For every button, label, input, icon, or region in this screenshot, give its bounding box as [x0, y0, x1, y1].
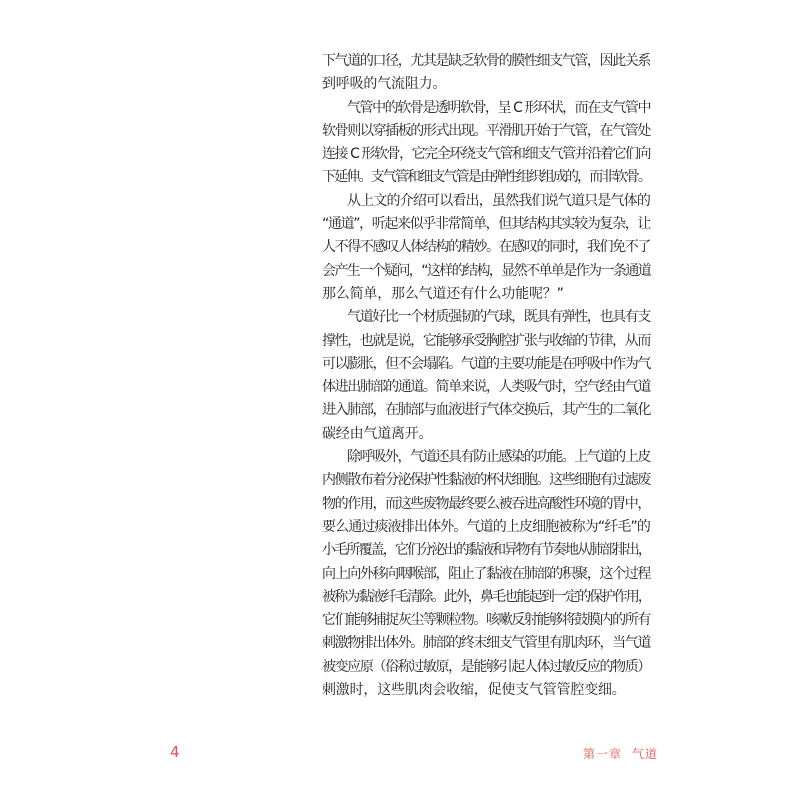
text-line: 刺激物排出体外。肺部的终末细支气管里有肌肉环，当气道	[322, 635, 650, 652]
text-line: 物的作用，而这些废物最终要么被吞进高酸性环境的胃中，	[322, 495, 650, 512]
text-line: 可以膨胀，但不会塌陷。气道的主要功能是在呼吸中作为气	[322, 355, 650, 372]
text-line: 撑性，也就是说，它能够承受胸腔扩张与收缩的节律，从而	[322, 332, 650, 349]
paragraph	[322, 97, 650, 190]
text-line: 会产生一个疑问，“这样的结构，显然不单单是作为一条通道	[322, 262, 651, 279]
text-line: 刺激时，这些肌肉会收缩，促使支气管管腔变细。	[322, 682, 626, 699]
paragraph	[322, 190, 650, 306]
text-line: 人不得不感叹人体结构的精妙。在感叹的同时，我们免不了	[322, 239, 650, 256]
text-line: 从上文的介绍可以看出，虽然我们说气道只是气体的	[347, 192, 650, 209]
text-line: 向上向外移向咽喉部，阻止了黏液在肺部的积聚，这个过程	[322, 565, 650, 582]
chapter-label: 第一章	[583, 747, 623, 761]
text-line: 体进出肺部的通道。简单来说，人类吸气时，空气经由气道	[322, 379, 650, 396]
text-line: 被变应原（俗称过敏原，是能够引起人体过敏反应的物质）	[322, 658, 650, 675]
section-label: 气道	[632, 747, 659, 761]
text-line: 气道好比一个材质强韧的气球，既具有弹性，也具有支	[347, 309, 650, 326]
text-line: 它们能够捕捉灰尘等颗粒物。咳嗽反射能够将鼓膜内的所有	[322, 612, 650, 629]
page-number: 4	[170, 743, 180, 761]
text-line: 那么简单，那么气道还有什么功能呢？”	[322, 285, 564, 302]
text-line: 下延伸。支气管和细支气管是由弹性组织组成的，而非软骨。	[322, 169, 651, 186]
text-line: 软骨则以穿插板的形式出现。平滑肌开始于气管，在气管处	[322, 122, 650, 139]
text-line: 碳经由气道离开。	[322, 425, 433, 442]
text-line: 要么通过痰液排出体外。气道的上皮细胞被称为“纤毛”的	[322, 518, 650, 535]
text-line: 被称为黏液纤毛清除。此外，鼻毛也能起到一定的保护作用，	[322, 588, 651, 605]
paragraph	[322, 306, 650, 446]
paragraph	[322, 446, 650, 702]
text-line: 到呼吸的气流阻力。	[322, 76, 447, 93]
paragraph	[322, 50, 650, 97]
text-line: 小毛所覆盖，它们分泌出的黏液和异物有节奏地从肺部排出，	[322, 542, 651, 559]
text-line: “通道”，听起来似乎非常简单，但其结构其实较为复杂，让	[322, 216, 651, 233]
text-line: 除呼吸外，气道还具有防止感染的功能。上气道的上皮	[347, 449, 650, 466]
text-line: 气管中的软骨是透明软骨，呈 C 形环状，而在支气管中	[347, 99, 650, 116]
body-text	[322, 50, 650, 702]
text-line: 内侧散布着分泌保护性黏液的杯状细胞。这些细胞有过滤废	[322, 472, 650, 489]
text-line: 连接 C 形软骨，它完全环绕支气管和细支气管并沿着它们向	[322, 146, 651, 163]
text-line: 下气道的口径，尤其是缺乏软骨的膜性细支气管，因此关系	[322, 53, 650, 69]
running-footer-chapter	[583, 745, 658, 762]
text-line: 进入肺部，在肺部与血液进行气体交换后，其产生的二氧化	[322, 402, 650, 419]
